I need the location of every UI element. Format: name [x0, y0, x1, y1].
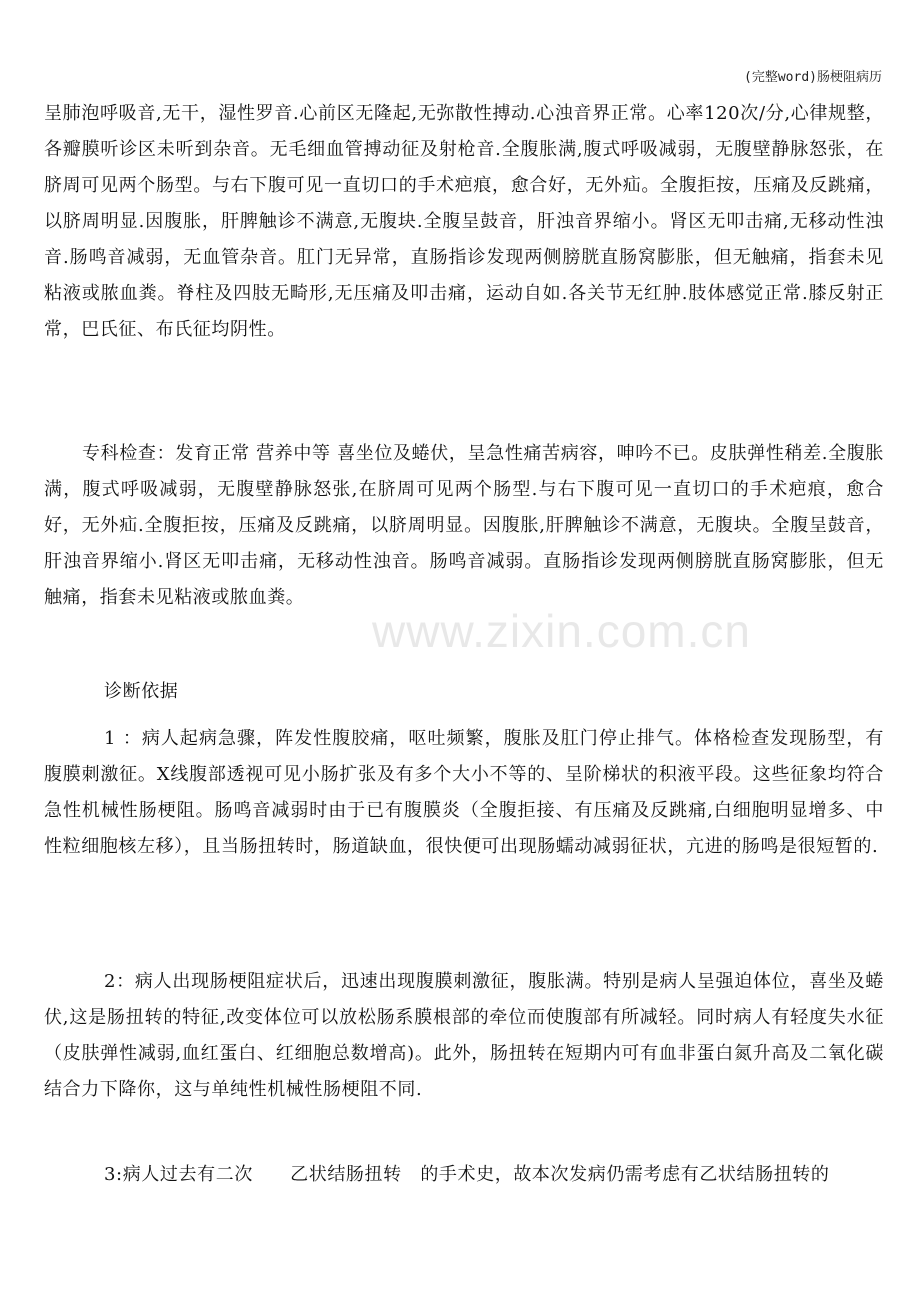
diagnosis-point-3: 3:病人过去有二次 乙状结肠扭转 的手术史，故本次发病仍需考虑有乙状结肠扭转的 [104, 1164, 830, 1185]
watermark: www.zixin.com.cn [372, 605, 751, 657]
diagnosis-point-1: 1 ：病人起病急骤，阵发性腹胶痛，呕吐频繁，腹胀及肛门停止排气。体格检查发现肠型，有腹膜刺激征。X线腹部透视可见小肠扩张及有多个大小不等的、呈阶梯状的积液平段。这些征象均符合急性机械性肠梗阻。肠鸣音减弱时由于已有腹膜炎（全腹拒接、有压痛及反跳痛,白细胞明显增多、中性粒细胞核左移），且当肠扭转时，肠道缺血，很快便可出现肠蠕动减弱征状，亢进的肠鸣是很短暂的. [44, 728, 884, 857]
specialty-exam-paragraph: 专科检查：发育正常 营养中等 喜坐位及蜷伏，呈急性痛苦病容，呻吟不已。皮肤弹性稍差.全腹胀满，腹式呼吸减弱，无腹壁静脉怒张,在脐周可见两个肠型.与右下腹可见一直切口的手术疤痕，愈合好，无外疝.全腹拒按，压痛及反跳痛，以脐周明显。因腹胀,肝脾触诊不满意，无腹块。全腹呈鼓音，肝浊音界缩小.肾区无叩击痛，无移动性浊音。肠鸣音减弱。直肠指诊发现两侧膀胱直肠窝膨胀，但无触痛，指套未见粘液或脓血粪。 [44, 443, 884, 608]
diagnosis-point-2: 2：病人出现肠梗阻症状后，迅速出现腹膜刺激征，腹胀满。特别是病人呈强迫体位，喜坐及蜷伏,这是肠扭转的特征,改变体位可以放松肠系膜根部的牵位而使腹部有所减轻。同时病人有轻度失水征（皮肤弹性减弱,血红蛋白、红细胞总数增高)。此外，肠扭转在短期内可有血非蛋白氮升高及二氧化碳结合力下降你，这与单纯性机械性肠梗阻不同. [44, 971, 884, 1100]
page-header: (完整word)肠梗阻病历 [744, 70, 882, 85]
diagnosis-heading: 诊断依据 [104, 681, 179, 702]
physical-exam-paragraph: 呈肺泡呼吸音,无干，湿性罗音.心前区无隆起,无弥散性搏动.心浊音界正常。心率120次/分,心律规整，各瓣膜听诊区未听到杂音。无毛细血管搏动征及射枪音.全腹胀满,腹式呼吸减弱，无腹壁静脉怒张，在脐周可见两个肠型。与右下腹可见一直切口的手术疤痕，愈合好，无外疝。全腹拒按，压痛及反跳痛，以脐周明显.因腹胀，肝脾触诊不满意,无腹块.全腹呈鼓音，肝浊音界缩小。肾区无叩击痛,无移动性浊音.肠鸣音减弱，无血管杂音。肛门无异常，直肠指诊发现两侧膀胱直肠窝膨胀，但无触痛，指套未见粘液或脓血粪。脊柱及四肢无畸形,无压痛及叩击痛，运动自如.各关节无红肿.肢体感觉正常.膝反射正常，巴氏征、布氏征均阴性。 [44, 103, 884, 340]
